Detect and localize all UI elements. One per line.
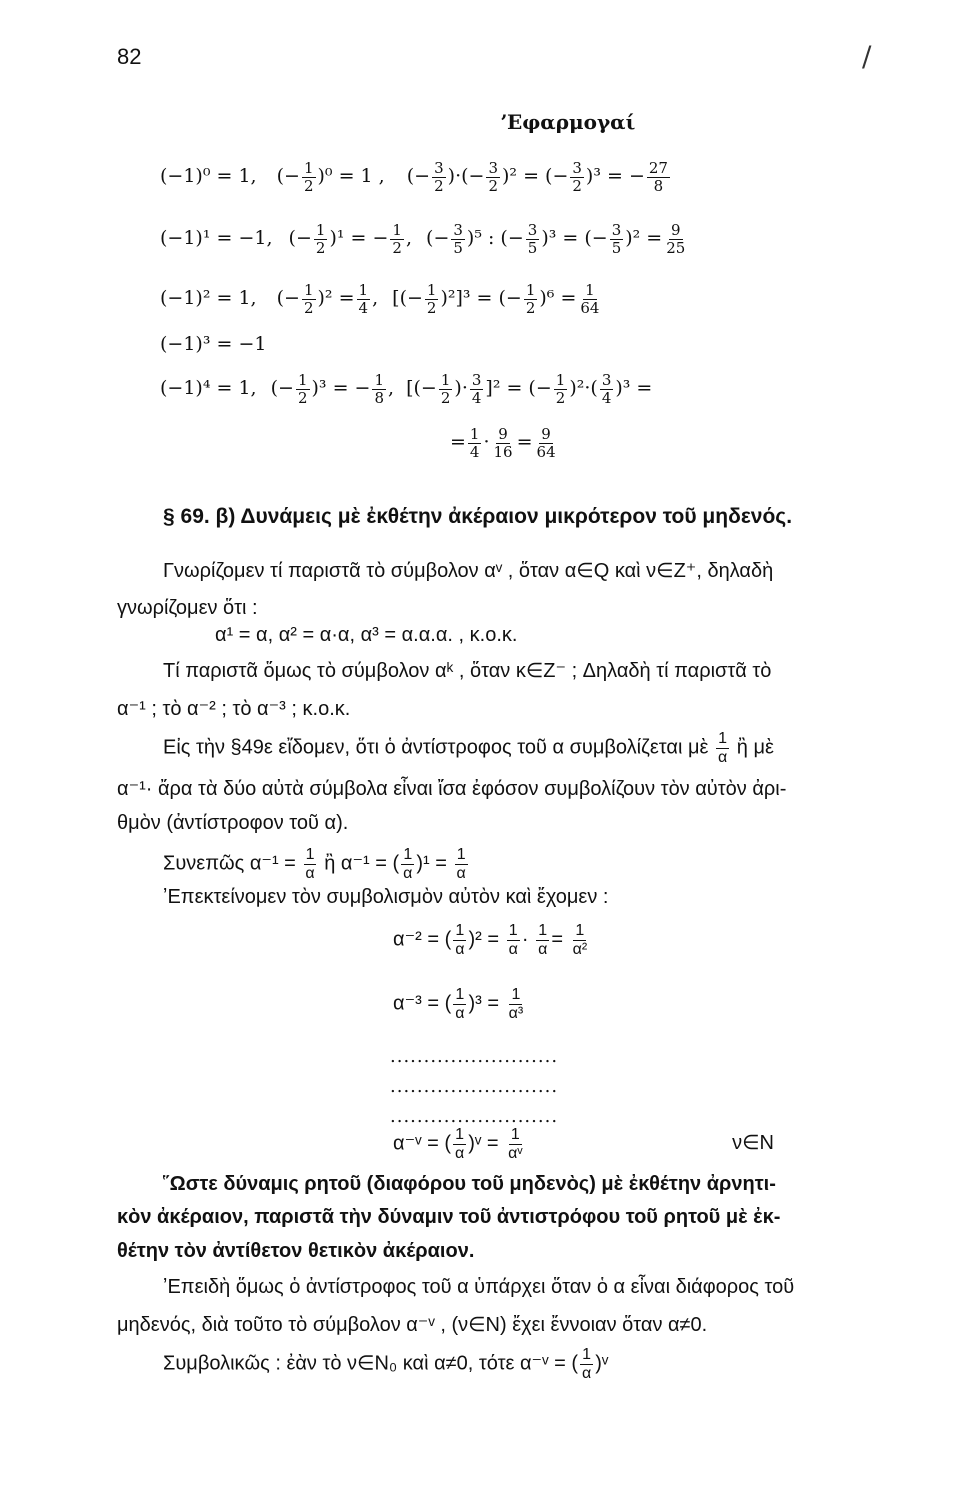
equation-row-6: = $\frac{1}{4}$ · $\frac{9}{16}$ = $\frac{9}{64}$	[450, 425, 556, 461]
symbolic-statement: Συμβολικῶς : ἐὰν τὸ ν∈N₀ καὶ α≠0, τότε α⁻ᵛ = ( $\frac{1}{\alpha}$ )ᵛ	[163, 1346, 609, 1382]
dots-line-2: .........................	[390, 1076, 559, 1097]
paragraph-2-line-1: Τί παριστᾶ ὅμως τὸ σύμβολον αᵏ , ὅταν κ∈Z⁻ ; Δηλαδὴ τί παριστᾶ τὸ	[163, 660, 772, 682]
paragraph-2-line-2: α⁻¹ ; τὸ α⁻² ; τὸ α⁻³ ; κ.ο.κ.	[117, 698, 351, 720]
page-number: 82	[117, 44, 142, 69]
equation-alpha-minus-nu: α⁻ᵛ = ( $\frac{1}{\alpha}$ )ᵛ = $\frac{1}{\text{αᵛ}}$ ν∈N	[393, 1126, 774, 1162]
paragraph-5: ʼΕπεκτείνομεν τὸν συμβολισμὸν αὐτὸν καὶ ἔχομεν :	[163, 886, 609, 908]
equation-row-4: (−1)³ = −1	[160, 333, 267, 355]
equation-row-1: (−1)⁰ = 1, (− $\frac{1}{2}$ )⁰ = 1 , (− $\frac{3}{2}$ )·(− $\frac{3}{2}$ )² = (− $\frac{3}{2}$ )³ = − $\frac{27}{8}$	[160, 159, 668, 195]
margin-mark: /	[862, 40, 872, 73]
paragraph-3-line-1: Εἰς τὴν §49ε εἴδομεν, ὅτι ὁ ἀντίστροφος τοῦ α συμβολίζεται μὲ $\frac{1}{\alpha}$ ἢ μὲ	[163, 730, 774, 766]
section-heading-applications: ʼΕφαρμογαί	[500, 110, 636, 134]
paragraph-1-line-1: Γνωρίζομεν τί παριστᾶ τὸ σύμβολον αᵛ , ὅταν α∈Q καὶ ν∈Z⁺, δηλαδὴ	[163, 560, 774, 582]
paragraph-1-line-2: γνωρίζομεν ὅτι :	[117, 597, 258, 619]
dots-line-3: .........................	[390, 1106, 559, 1127]
conclusion-line-1: ῞Ωστε δύναμις ρητοῦ (διαφόρου τοῦ μηδενὸς) μὲ ἐκθέτην ἀρνητι-	[163, 1173, 776, 1195]
paragraph-4: Συνεπῶς α⁻¹ = $\frac{1}{\alpha}$ ἢ α⁻¹ = ( $\frac{1}{\alpha}$ )¹ = $\frac{1}{\alpha}$	[163, 846, 466, 882]
conclusion-line-3: θέτην τὸν ἀντίθετον θετικὸν ἀκέραιον.	[117, 1240, 475, 1262]
equation-alpha-minus-3: α⁻³ = ( $\frac{1}{\alpha}$ )³ = $\frac{1}{\text{α³}}$	[393, 986, 524, 1022]
paragraph-3-line-3: θμὸν (ἀντίστροφον τοῦ α).	[117, 812, 349, 834]
conclusion-line-2: κὸν ἀκέραιον, παριστᾶ τὴν δύναμιν τοῦ ἀντιστρόφου τοῦ ρητοῦ μὲ ἐκ-	[117, 1206, 781, 1228]
dots-line-1: .........................	[390, 1046, 559, 1067]
equation-alpha-minus-2: α⁻² = ( $\frac{1}{\alpha}$ )² = $\frac{1}{\alpha}$ · $\frac{1}{\alpha}$ = $\frac{1}{\text{α²}}$	[393, 922, 588, 958]
paragraph-1-line-3: α¹ = α, α² = α·α, α³ = α.α.α. , κ.ο.κ.	[215, 624, 518, 646]
paragraph-3-line-2: α⁻¹· ἄρα τὰ δύο αὐτὰ σύμβολα εἶναι ἴσα ἐφόσον συμβολίζουν τὸν αὐτὸν ἀρι-	[117, 778, 787, 800]
equation-row-2: (−1)¹ = −1, (− $\frac{1}{2}$ )¹ = − $\frac{1}{2}$ , (− $\frac{3}{5}$ )⁵ : (− $\frac{3}{5}$ )³ = (− $\frac{3}{5}$ )² = $\frac{9}{25}$	[160, 221, 686, 257]
paragraph-7-line-1: ʼΕπειδὴ ὅμως ὁ ἀντίστροφος τοῦ α ὑπάρχει ὅταν ὁ α εἶναι διάφορος τοῦ	[163, 1276, 795, 1298]
equation-row-3: (−1)² = 1, (− $\frac{1}{2}$ )² = $\frac{1}{4}$ , [(− $\frac{1}{2}$ )²]³ = (− $\frac{1}{2}$ )⁶ = $\frac{1}{64}$	[160, 281, 600, 317]
paragraph-7-line-2: μηδενός, διὰ τοῦτο τὸ σύμβολον α⁻ᵛ , (ν∈N) ἔχει ἔννοιαν ὅταν α≠0.	[117, 1314, 708, 1336]
equation-row-5: (−1)⁴ = 1, (− $\frac{1}{2}$ )³ = − $\frac{1}{8}$ , [(− $\frac{1}{2}$ )· $\frac{3}{4}$ ]² = (− $\frac{1}{2}$ )²·( $\frac{3}{4}$ )³ =	[160, 371, 653, 407]
section-69-title: § 69. β) Δυνάμεις μὲ ἐκθέτην ἀκέραιον μικρότερον τοῦ μηδενός.	[163, 505, 793, 528]
